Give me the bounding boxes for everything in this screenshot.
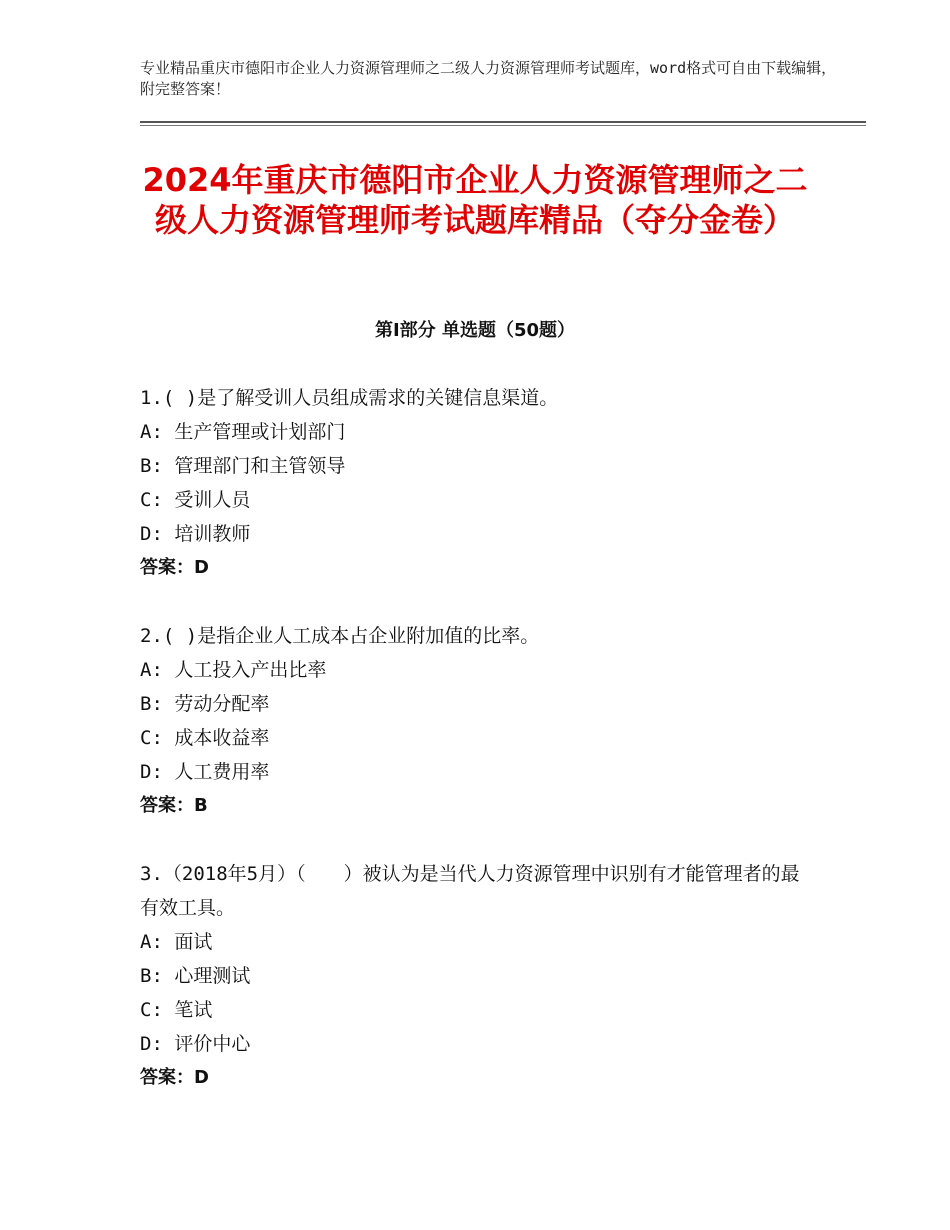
- question-stem: 3.（2018年5月）（ ）被认为是当代人力资源管理中识别有才能管理者的最有效工具。: [140, 863, 800, 919]
- section-heading: 第Ⅰ部分 单选题（50题）: [374, 320, 575, 341]
- option-b: B: 管理部门和主管领导: [140, 455, 346, 477]
- question-item: [140, 619, 840, 823]
- option-b: B: 心理测试: [140, 965, 251, 987]
- answer-line: 答案：D: [140, 557, 209, 578]
- option-d: D: 人工费用率: [140, 761, 270, 783]
- question-item: [140, 381, 840, 585]
- answer-line: 答案：D: [140, 1067, 209, 1088]
- option-c: C: 笔试: [140, 999, 213, 1021]
- question-stem: 2.( )是指企业人工成本占企业附加值的比率。: [140, 625, 540, 647]
- option-c: C: 受训人员: [140, 489, 251, 511]
- option-a: A: 面试: [140, 931, 213, 953]
- option-c: C: 成本收益率: [140, 727, 270, 749]
- option-b: B: 劳动分配率: [140, 693, 270, 715]
- option-a: A: 人工投入产出比率: [140, 659, 327, 681]
- question-item: [140, 857, 840, 1095]
- question-list: [140, 381, 840, 1129]
- question-stem: 1.( )是了解受训人员组成需求的关键信息渠道。: [140, 387, 559, 409]
- header-note: 专业精品重庆市德阳市企业人力资源管理师之二级人力资源管理师考试题库，word格式可自由下载编辑，附完整答案！: [140, 59, 837, 98]
- header-divider-thin: [140, 125, 866, 126]
- answer-line: 答案：B: [140, 795, 208, 816]
- document-title: 2024年重庆市德阳市企业人力资源管理师之二级人力资源管理师考试题库精品（夺分金卷）: [142, 161, 808, 239]
- option-d: D: 评价中心: [140, 1033, 251, 1055]
- header-divider-thick: [140, 121, 866, 123]
- option-d: D: 培训教师: [140, 523, 251, 545]
- option-a: A: 生产管理或计划部门: [140, 421, 346, 443]
